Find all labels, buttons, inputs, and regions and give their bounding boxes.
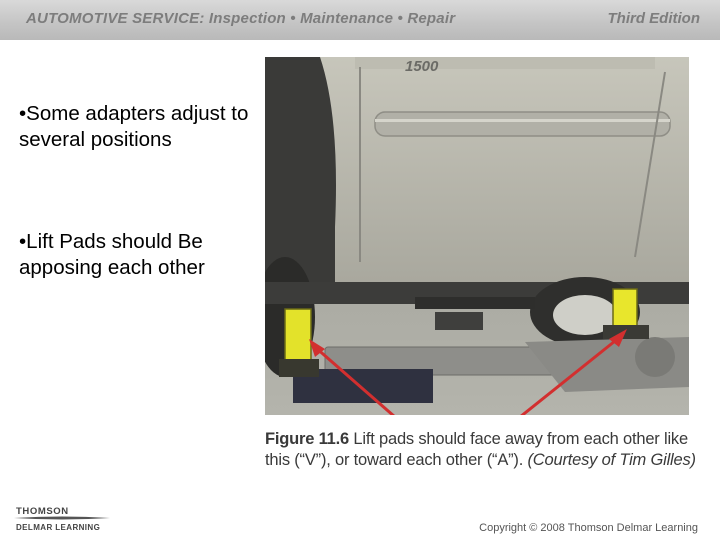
edition-label: Third Edition [607, 10, 700, 27]
lift-pads-photo [265, 57, 689, 415]
figure-text: Lift pads should face away from each other like this (“V”), or toward each other (“A”). [265, 430, 688, 469]
bullet-adapters: •Some adapters adjust to several positions [19, 102, 249, 151]
book-title: AUTOMOTIVE SERVICE: Inspection • Maintenance • Repair [26, 10, 456, 27]
logo-top-text: THOMSON [16, 506, 69, 517]
figure-credit: (Courtesy of Tim Gilles) [527, 451, 696, 469]
vehicle-badge: 1500 [405, 58, 439, 75]
figure-label: Figure 11.6 [265, 430, 350, 448]
copyright-notice: Copyright © 2008 Thomson Delmar Learning [479, 522, 698, 534]
logo-bottom-text: DELMAR LEARNING [16, 523, 101, 532]
bullet-lift-pads: •Lift Pads should Be apposing each other [19, 230, 205, 279]
header-bar [0, 0, 720, 40]
thomson-delmar-logo [12, 505, 112, 533]
figure-caption [265, 429, 705, 471]
